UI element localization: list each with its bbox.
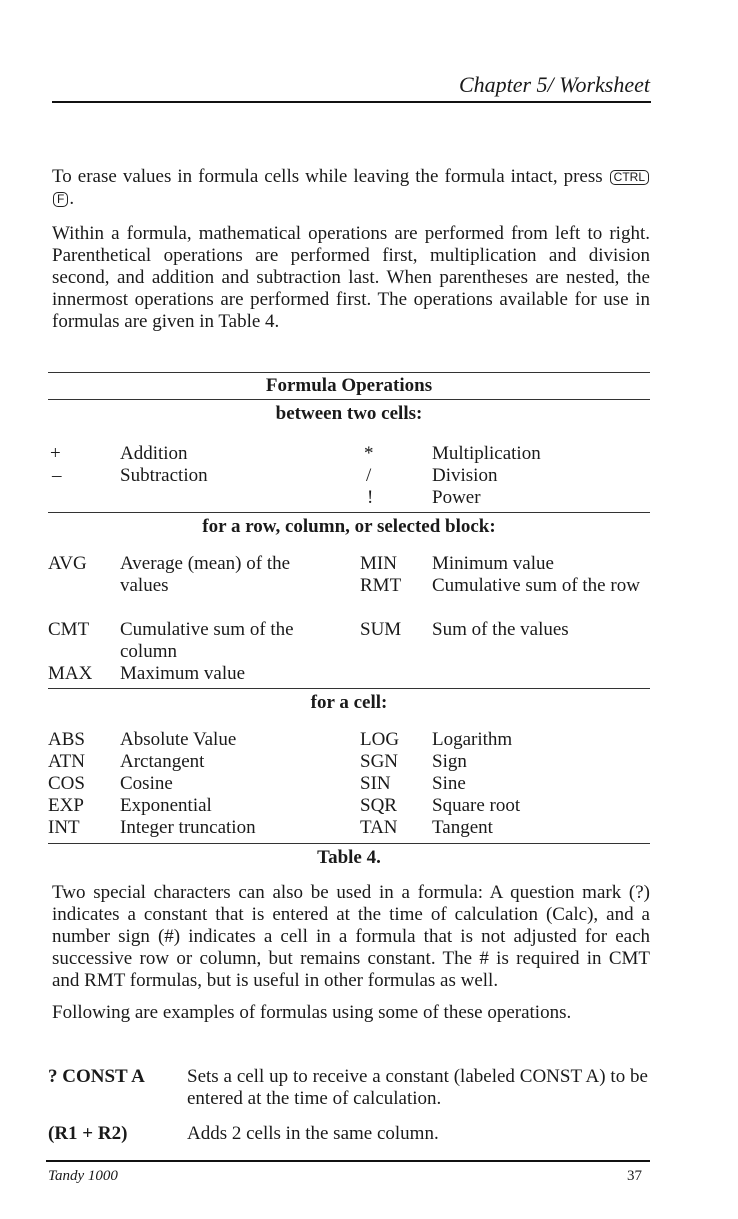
footer-rule <box>46 1160 650 1162</box>
operator-symbol: * <box>364 443 374 464</box>
page-number: 37 <box>627 1168 642 1184</box>
footer-book-title: Tandy 1000 <box>48 1168 118 1184</box>
function-description: Tangent <box>432 817 493 838</box>
operator-name: Division <box>432 465 498 486</box>
section-rule <box>48 512 650 513</box>
function-description: Exponential <box>120 795 212 816</box>
examples-intro: Following are examples of formulas using some of these operations. <box>52 1002 572 1023</box>
function-description: Sign <box>432 751 467 772</box>
function-code: INT <box>48 817 80 838</box>
function-code: MAX <box>48 663 93 684</box>
special-characters-paragraph: Two special characters can also be used in a formula: A question mark (?) indicates a constant that is entered at the time of calculation (Calc), and a number sign (#) indicates a cell in a formula that is not adjusted for each successive row or column, but remains constant. The # is required in CMT and RMT formulas, but is useful in other formulas as well. <box>52 882 650 991</box>
function-code: SIN <box>360 773 391 794</box>
function-description: Sine <box>432 773 466 794</box>
function-code: COS <box>48 773 85 794</box>
function-code: ABS <box>48 729 85 750</box>
section-rule <box>48 688 650 689</box>
operator-name: Multiplication <box>432 443 541 464</box>
function-description: Minimum value <box>432 553 554 574</box>
operator-symbol: ! <box>367 487 374 508</box>
section-block-heading: for a row, column, or selected block: <box>202 516 496 537</box>
function-code: CMT <box>48 619 90 640</box>
section-cell-heading: for a cell: <box>310 692 388 713</box>
function-code: TAN <box>360 817 398 838</box>
function-code: AVG <box>48 553 87 574</box>
function-description: Sum of the values <box>432 619 569 640</box>
operator-symbol: + <box>50 443 61 464</box>
function-description: Arctangent <box>120 751 205 772</box>
table-title: Formula Operations <box>265 375 433 396</box>
erase-text: To erase values in formula cells while leaving the formula intact, press <box>52 166 603 187</box>
function-description: Average (mean) of the values <box>120 553 291 596</box>
function-description: Cumulative sum of the column <box>120 619 294 662</box>
function-code: LOG <box>360 729 400 750</box>
example-formula: (R1 + R2) <box>48 1123 128 1144</box>
function-description: Square root <box>432 795 521 816</box>
operator-symbol: – <box>52 465 62 486</box>
erase-end: . <box>69 188 75 209</box>
function-description: Cumulative sum of the row <box>432 575 640 596</box>
table-bottom-rule <box>48 843 650 844</box>
function-description: Maximum value <box>120 663 246 684</box>
function-code: SUM <box>360 619 402 640</box>
header-rule <box>52 101 651 103</box>
order-of-operations-paragraph: Within a formula, mathematical operations are performed from left to right. Parenthetical operations are performed first, multiplication and division second, and addition and subtraction last. When parentheses are nested, the innermost operations are performed first. The operations available for use in formulas are given in Table 4. <box>52 223 650 332</box>
table-caption: Table 4. <box>317 847 381 868</box>
example-description: Sets a cell up to receive a constant (labeled CONST A) to be entered at the time of calculation. <box>187 1066 648 1109</box>
section-two-cells-heading: between two cells: <box>275 403 423 424</box>
function-code: ATN <box>48 751 85 772</box>
operator-name: Power <box>432 487 481 508</box>
f-key: F <box>53 192 68 207</box>
function-code: EXP <box>48 795 84 816</box>
operator-symbol: / <box>366 465 372 486</box>
table-top-rule <box>48 372 650 373</box>
operator-name: Addition <box>120 443 188 464</box>
table-title-rule <box>48 399 650 400</box>
ctrl-key: CTRL <box>610 170 649 185</box>
chapter-header: Chapter 5/ Worksheet <box>458 72 650 97</box>
function-description: Cosine <box>120 773 173 794</box>
function-code: MIN <box>360 553 397 574</box>
function-description: Integer truncation <box>120 817 256 838</box>
function-description: Logarithm <box>432 729 513 750</box>
operator-name: Subtraction <box>120 465 208 486</box>
erase-values-paragraph <box>52 166 650 210</box>
example-formula: ? CONST A <box>48 1066 145 1087</box>
function-code: SQR <box>360 795 397 816</box>
function-description: Absolute Value <box>120 729 237 750</box>
function-code: SGN <box>360 751 399 772</box>
example-description: Adds 2 cells in the same column. <box>187 1123 439 1144</box>
function-code: RMT <box>360 575 402 596</box>
